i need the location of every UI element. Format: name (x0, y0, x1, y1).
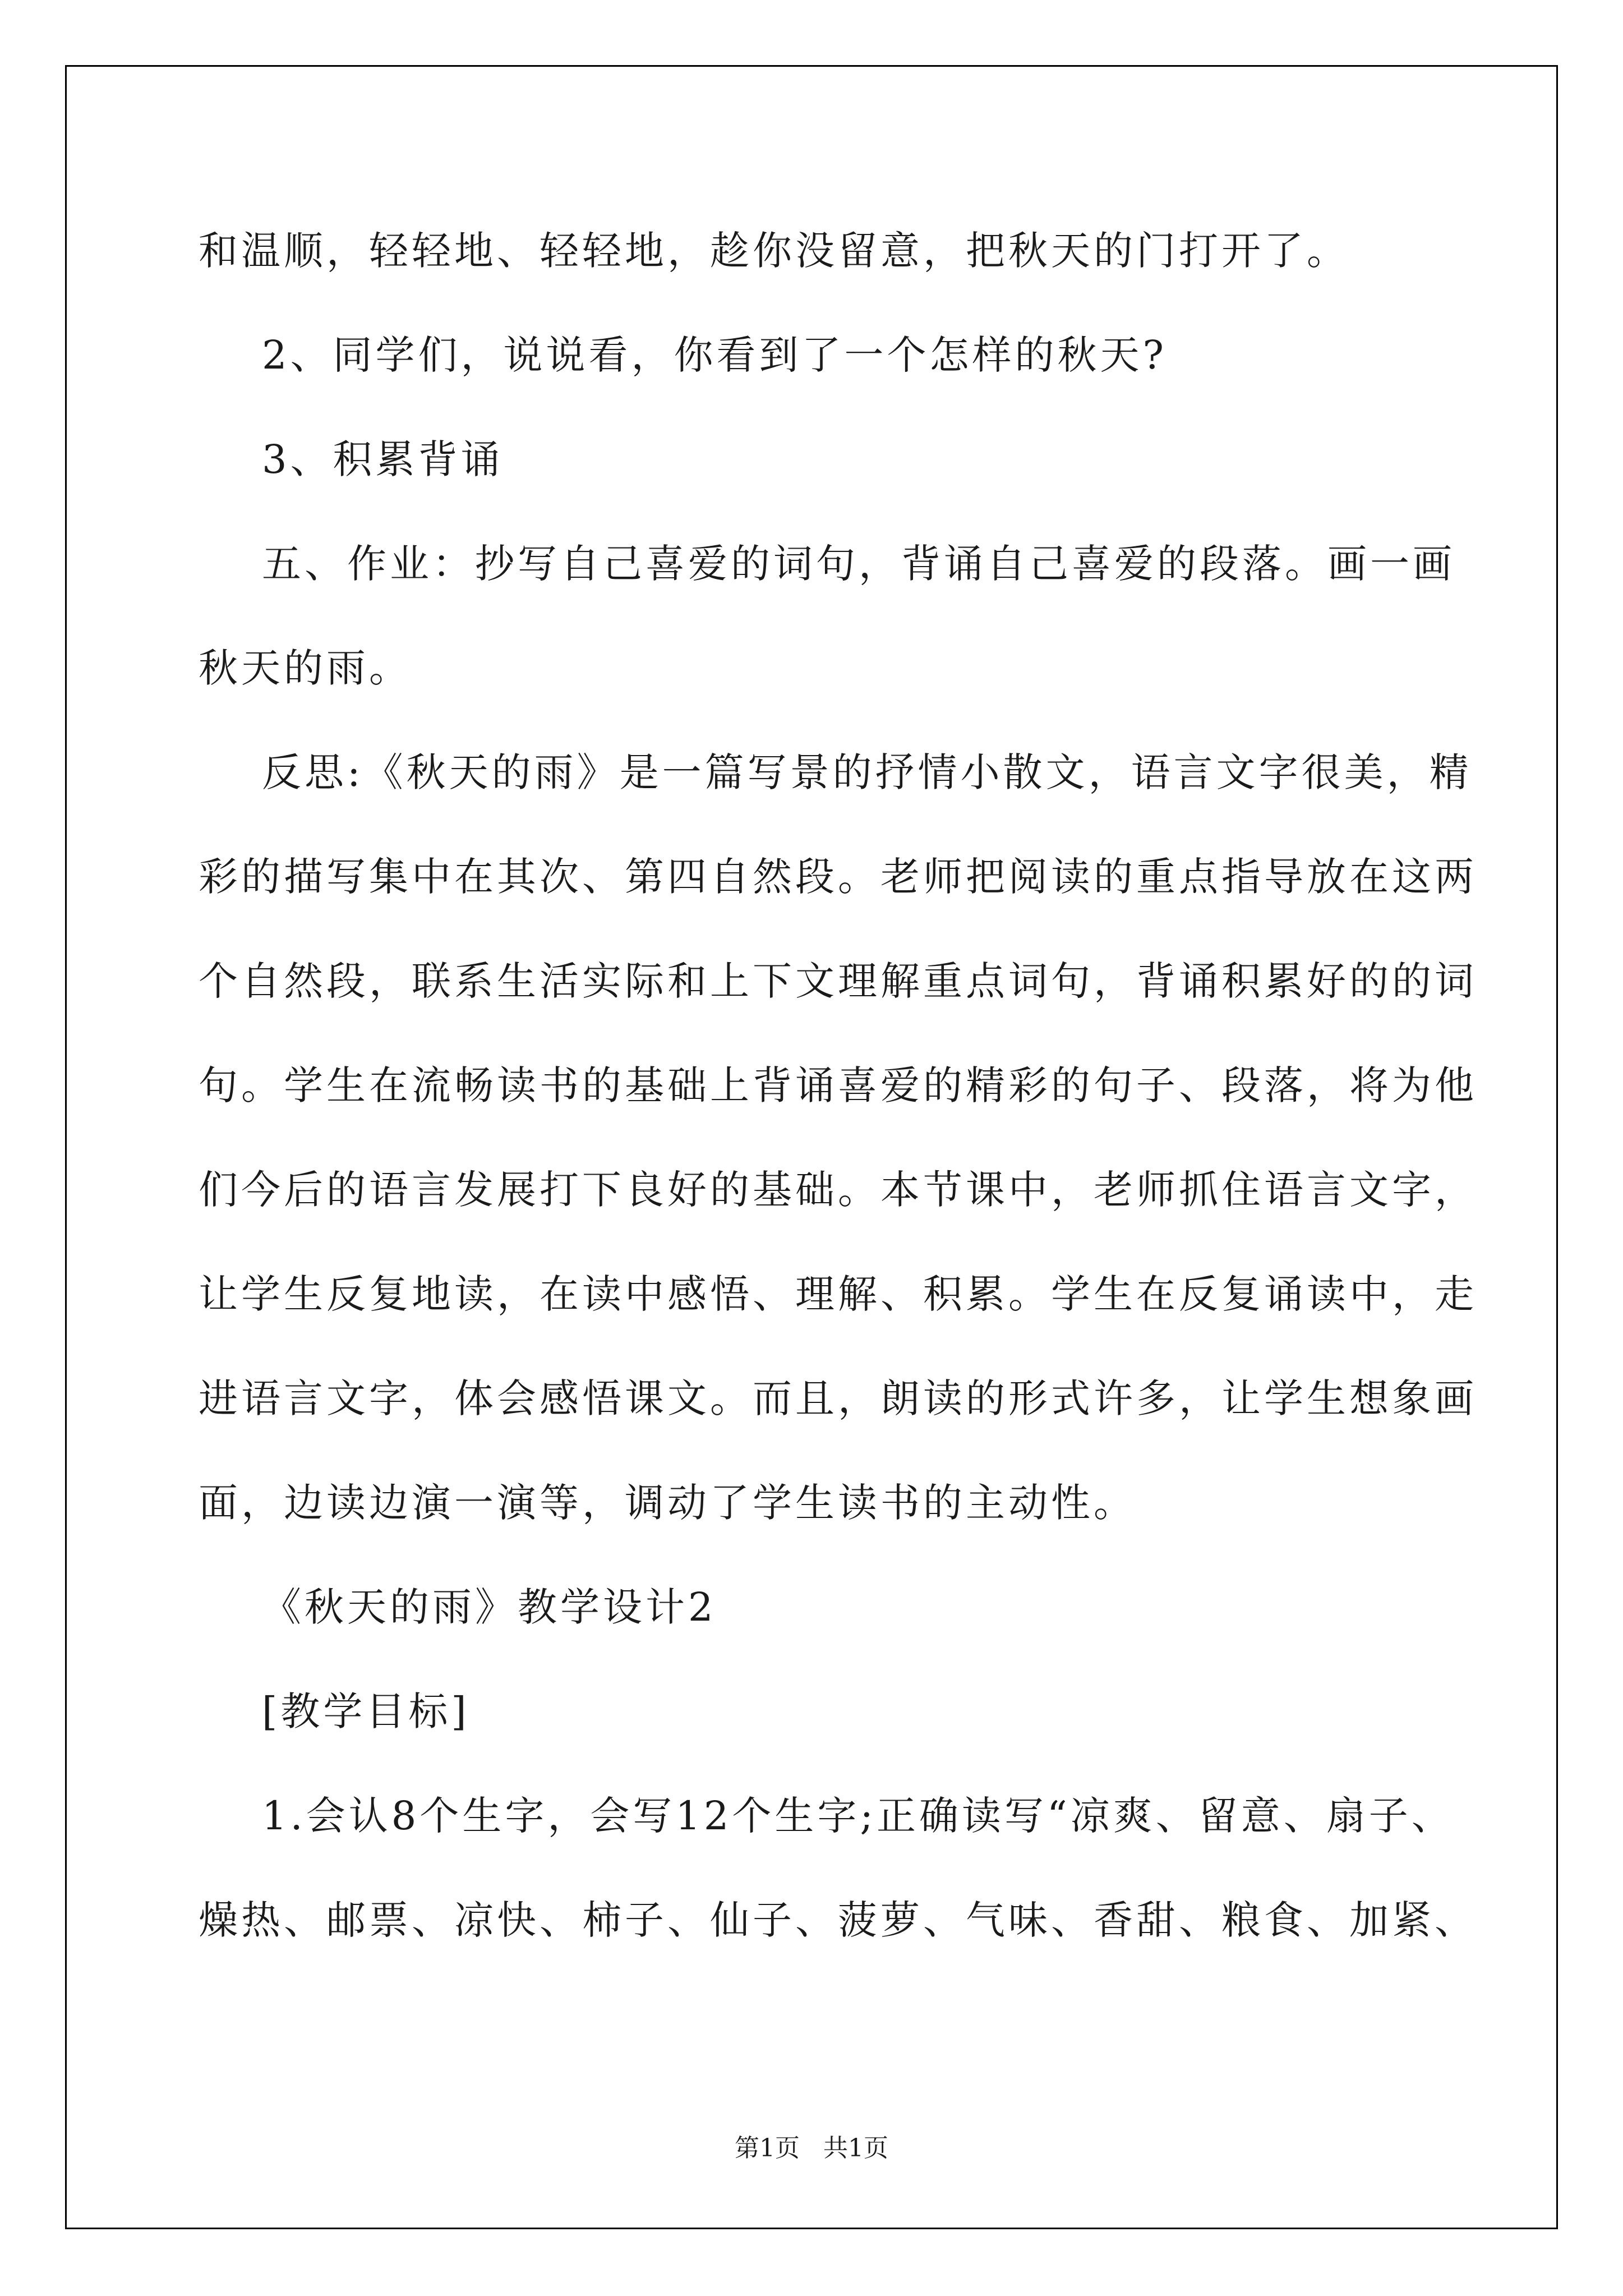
text-line: 燥热、邮票、凉快、柿子、仙子、菠萝、气味、香甜、粮食、加紧、 (199, 1897, 1477, 1943)
page-number: 第1页 共1页 (735, 2134, 888, 2162)
text-line: 们今后的语言发展打下良好的基础。本节课中，老师抓住语言文字， (199, 1167, 1477, 1213)
section-heading: 《秋天的雨》教学设计2 (199, 1584, 717, 1630)
text-line: 和温顺，轻轻地、轻轻地，趁你没留意，把秋天的门打开了。 (199, 228, 1349, 274)
text-line: 面，边读边演一演等，调动了学生读书的主动性。 (199, 1480, 1136, 1526)
text-line: 1.会认8个生字，会写12个生字;正确读写“凉爽、留意、扇子、 (199, 1793, 1454, 1839)
text-line: 2、同学们，说说看，你看到了一个怎样的秋天? (199, 332, 1168, 378)
text-line: 让学生反复地读，在读中感悟、理解、积累。学生在反复诵读中，走 (199, 1271, 1477, 1317)
section-subheading: [教学目标] (199, 1688, 470, 1734)
text-line: 3、积累背诵 (199, 436, 504, 482)
text-line: 反思:《秋天的雨》是一篇写景的抒情小散文，语言文字很美，精 (199, 749, 1472, 795)
text-line: 彩的描写集中在其次、第四自然段。老师把阅读的重点指导放在这两 (199, 854, 1477, 900)
text-line: 进语言文字，体会感悟课文。而且，朗读的形式许多，让学生想象画 (199, 1375, 1477, 1421)
text-line: 五、作业：抄写自己喜爱的词句，背诵自己喜爱的段落。画一画 (199, 541, 1456, 587)
text-line: 个自然段，联系生活实际和上下文理解重点词句，背诵积累好的的词 (199, 958, 1477, 1004)
text-line: 句。学生在流畅读书的基础上背诵喜爱的精彩的句子、段落，将为他 (199, 1062, 1477, 1108)
text-line: 秋天的雨。 (199, 645, 412, 691)
